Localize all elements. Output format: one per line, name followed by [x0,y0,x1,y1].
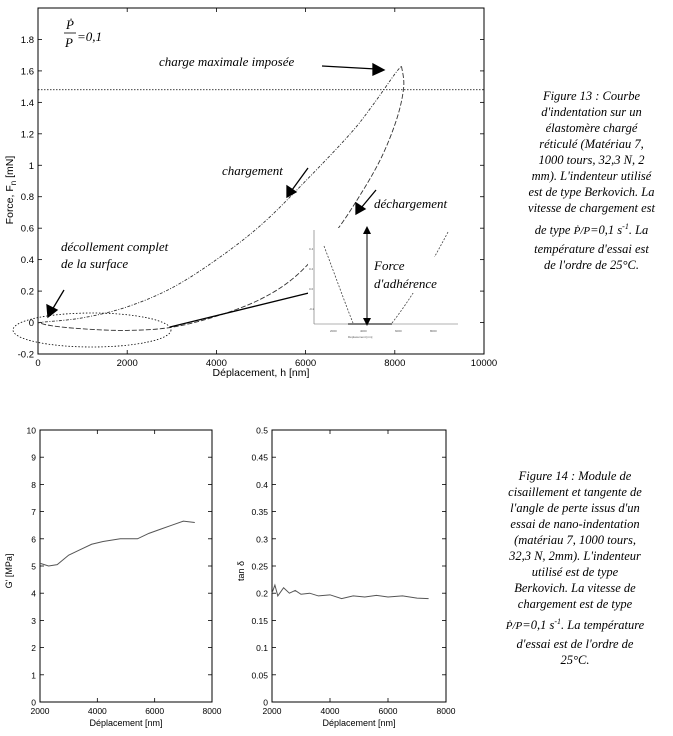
annotation-detach-2: de la surface [61,256,129,271]
figure14-right-chart [232,408,472,736]
rate-denominator: P [65,35,73,50]
figure14-left-chart [0,408,230,736]
x-tick-label: 10000 [470,358,498,369]
y-tick-label: 0.25 [251,561,268,572]
y-tick-label: 0 [28,318,34,330]
y-tick-label: 1.4 [20,97,34,109]
svg-text:2000: 2000 [330,329,337,333]
x-tick-label: 6000 [295,358,317,369]
y-tick-label: 1 [31,670,36,681]
figure13-chart [0,0,510,378]
y-tick-label: 0 [263,697,268,708]
rate-numerator: Ṗ [66,17,74,32]
x-tick-label: 2000 [30,706,50,716]
y-tick-label: 1.6 [20,66,34,78]
x-tick-label: 8000 [436,706,456,716]
y-tick-label: 3 [31,615,36,626]
y-tick-label: 0.2 [20,286,34,298]
figure13-caption: Figure 13 : Courbe d'indentation sur un élastomère chargé réticulé (Matériau 7, 1000 tours, 32,3 N, 2 mm). L'indenteur utilisé est de type Berkovich. La vitesse de chargement est de type Ṗ/P=0,1 $s^{-1}$. La température d'essai est de l'ordre de 25°C. [528,89,655,273]
annotation-adhesion-1: Force [374,258,405,273]
svg-text:0.4: 0.4 [309,247,314,251]
svg-text:6000: 6000 [395,329,402,333]
y-tick-label: 5 [31,561,36,572]
annotation-adhesion-2: d'adhérence [374,276,437,291]
y-tick-label: 8 [31,479,36,490]
y-tick-label: 0.6 [20,223,34,235]
x-tick-label: 4000 [87,706,107,716]
x-tick-label: 4000 [320,706,340,716]
y-tick-label: 0.4 [256,479,268,490]
annotation-unloading: déchargement [374,196,448,211]
y-axis-label: Force, $F_n$ [mN] [4,155,18,225]
figure14-caption: Figure 14 : Module de cisaillement et tangente de l'angle de perte issus d'un essai de nano-indentation (matériau 7, 1000 tours, 32,3 N, 2mm). L'indenteur utilisé est de type Berkovich. La vitesse de chargement est de type Ṗ/P=0,1 $s^{-1}$. La température d'essai est de l'ordre de 25°C. [505,469,645,668]
annotation-max-load: charge maximale imposée [159,54,295,69]
figure14-left-plot-area [40,430,212,702]
y-tick-label: 0.15 [251,615,268,626]
x-tick-label: 6000 [378,706,398,716]
x-axis-label: Déplacement, h [nm] [212,367,310,378]
svg-text:0.2: 0.2 [309,267,314,271]
y-tick-label: 1.2 [20,129,34,141]
y-tick-label: 10 [26,425,36,436]
y-tick-label: 0.5 [256,425,268,436]
y-tick-label: 0.3 [256,534,268,545]
y-tick-label: -0.2 [17,349,34,361]
svg-text:8000: 8000 [430,329,437,333]
svg-text:0.0: 0.0 [309,287,314,291]
svg-text:-0.2: -0.2 [309,307,315,311]
x-tick-label: 8000 [202,706,222,716]
left-y-axis-label: G' [MPa] [4,553,14,589]
x-tick-label: 4000 [205,358,227,369]
y-tick-label: 1.8 [20,34,34,46]
y-tick-label: 0.4 [20,255,34,267]
annotation-detach-1: décollement complet [61,239,169,254]
y-tick-label: 0.45 [251,452,268,463]
y-tick-label: 4 [31,588,36,599]
right-y-axis-label: tan δ [236,560,246,582]
y-tick-label: 0.1 [256,643,268,654]
y-tick-label: 2 [31,643,36,654]
x-tick-label: 2000 [262,706,282,716]
left-x-axis-label: Déplacement [nm] [89,718,163,728]
y-tick-label: 6 [31,534,36,545]
y-tick-label: 0.2 [256,588,268,599]
y-tick-label: 7 [31,507,36,518]
y-tick-label: 0.35 [251,507,268,518]
x-tick-label: 8000 [384,358,406,369]
x-tick-label: 2000 [116,358,138,369]
svg-text:Déplacement [nm]: Déplacement [nm] [348,335,373,339]
rate-value: =0,1 [77,29,103,44]
y-tick-label: 0 [31,697,36,708]
annotation-loading: chargement [222,163,283,178]
right-x-axis-label: Déplacement [nm] [322,718,396,728]
y-tick-label: 1 [28,160,34,172]
x-tick-label: 0 [35,358,41,369]
y-tick-label: 0.8 [20,192,34,204]
figure14-right-plot-area [272,430,446,702]
x-tick-label: 6000 [145,706,165,716]
y-tick-label: 0.05 [251,670,268,681]
svg-text:4000: 4000 [360,329,367,333]
y-tick-label: 9 [31,452,36,463]
